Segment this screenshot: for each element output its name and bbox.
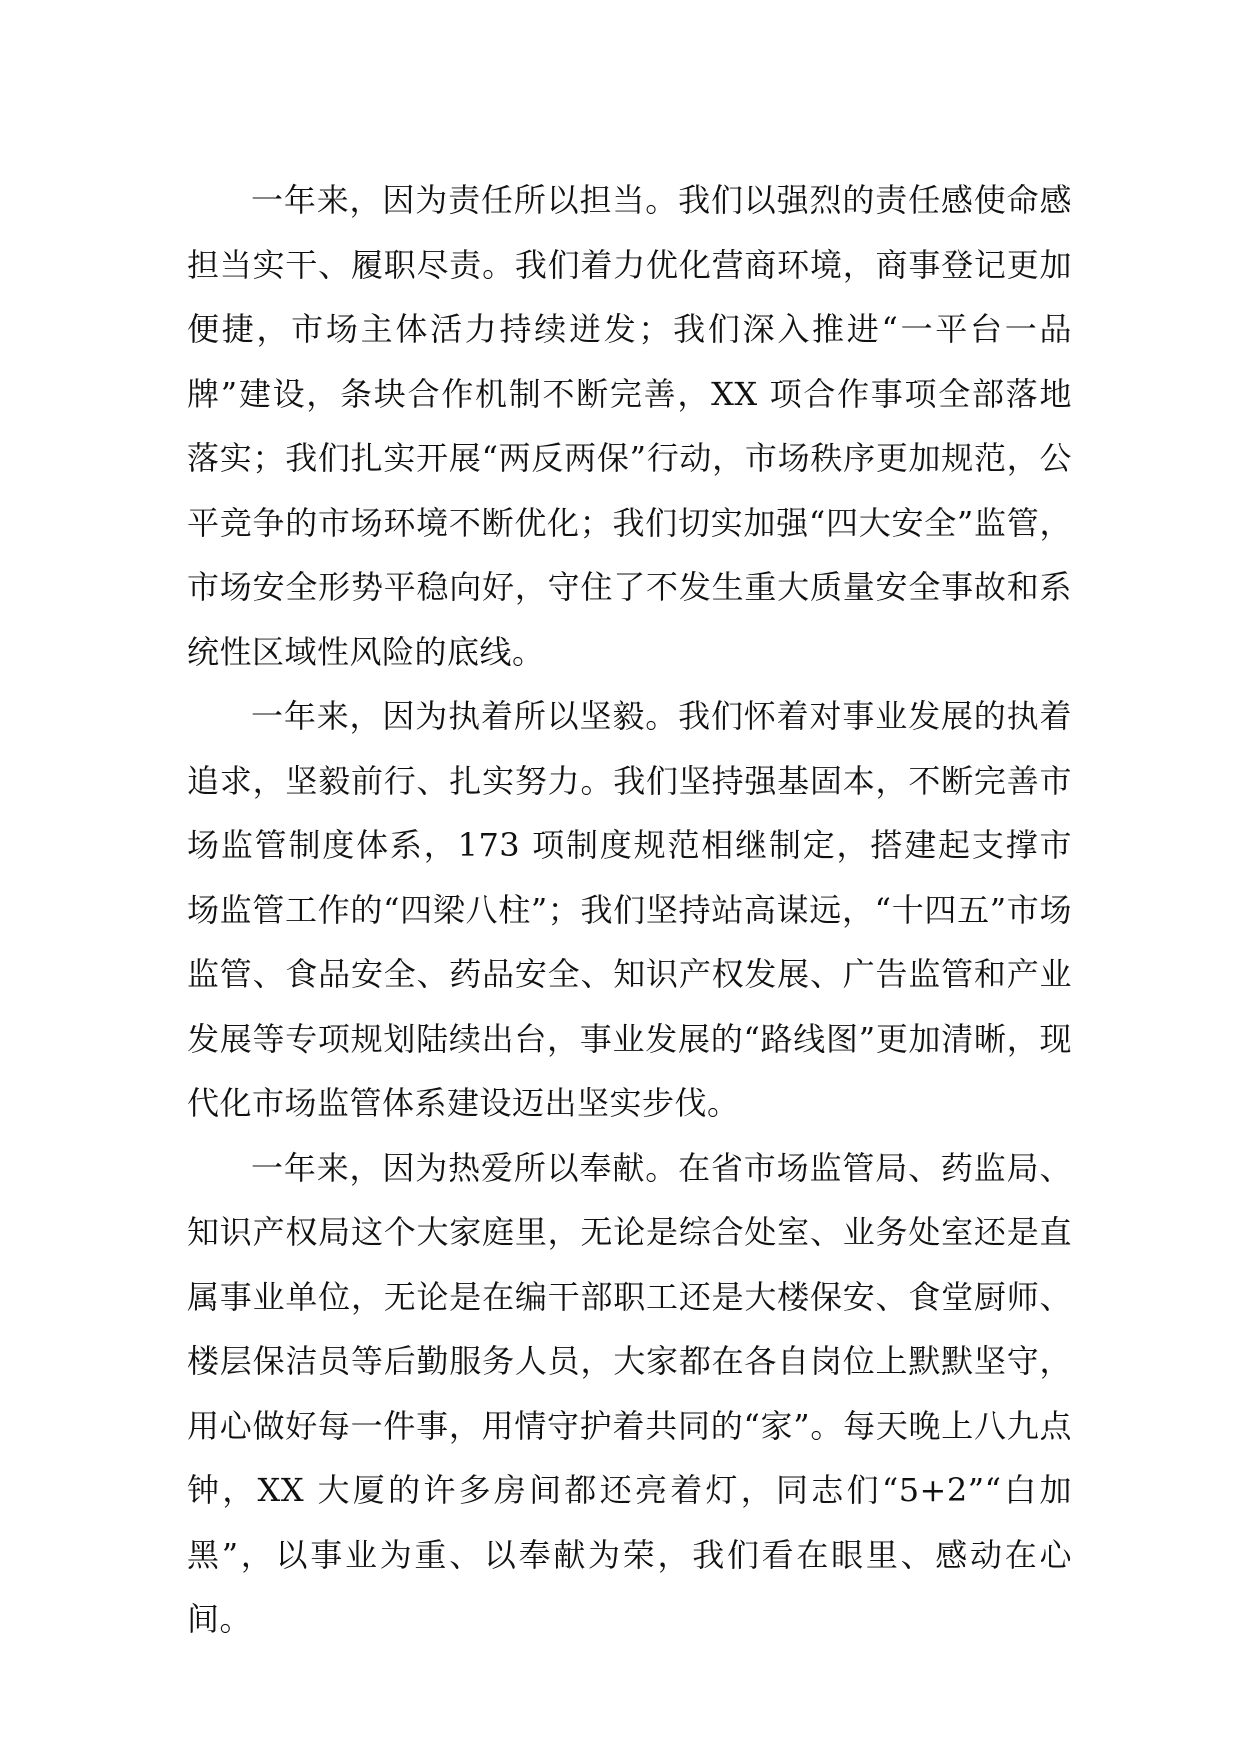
paragraph-responsibility: 一年来，因为责任所以担当。我们以强烈的责任感使命感担当实干、履职尽责。我们着力优化营商环境，商事登记更加便捷，市场主体活力持续迸发；我们深入推进“一平台一品牌”建设，条块合作机制不断完善，XX 项合作事项全部落地落实；我们扎实开展“两反两保”行动，市场秩序更加规范，公平竞争的市场环境不断优化；我们切实加强“四大安全”监管，市场安全形势平稳向好，守住了不发生重大质量安全事故和系统性区域性风险的底线。 [187,181,1072,671]
document-body [187,168,1072,1652]
paragraph-perseverance: 一年来，因为执着所以坚毅。我们怀着对事业发展的执着追求，坚毅前行、扎实努力。我们坚持强基固本，不断完善市场监管制度体系，173 项制度规范相继制定，搭建起支撑市场监管工作的“四梁八柱”；我们坚持站高谋远，“十四五”市场监管、食品安全、药品安全、知识产权发展、广告监管和产业发展等专项规划陆续出台，事业发展的“路线图”更加清晰，现代化市场监管体系建设迈出坚实步伐。 [187,697,1072,1122]
paragraph-dedication: 一年来，因为热爱所以奉献。在省市场监管局、药监局、知识产权局这个大家庭里，无论是综合处室、业务处室还是直属事业单位，无论是在编干部职工还是大楼保安、食堂厨师、楼层保洁员等后勤服务人员，大家都在各自岗位上默默坚守，用心做好每一件事，用情守护着共同的“家”。每天晚上八九点钟，XX 大厦的许多房间都还亮着灯，同志们“5+2”“白加黑”，以事业为重、以奉献为荣，我们看在眼里、感动在心间。 [187,1148,1072,1638]
